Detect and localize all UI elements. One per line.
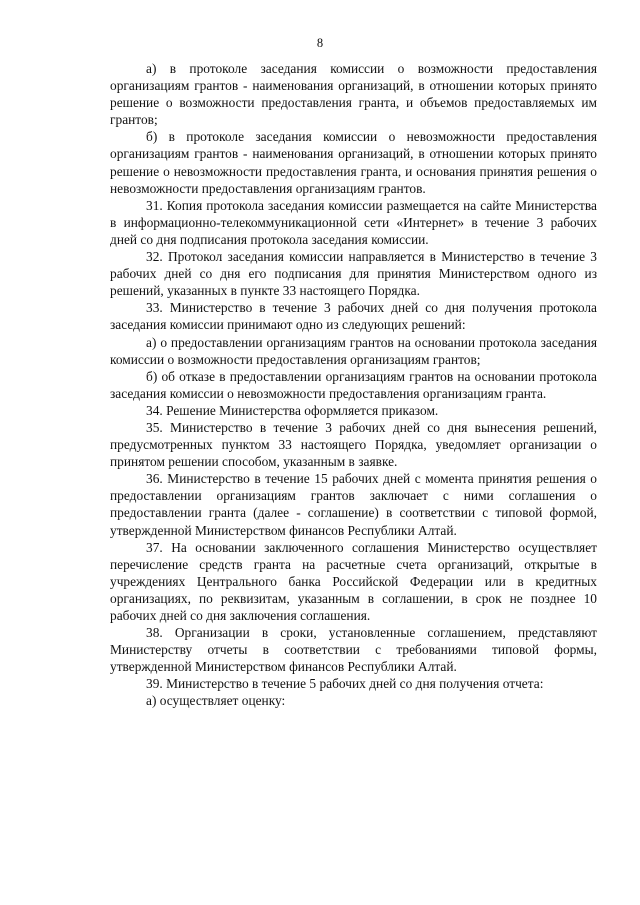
- clause-33-subitem-b: б) об отказе в предоставлении организациям грантов на основании протокола заседания комиссии о невозможности предоставления организациям гранта.: [110, 368, 597, 401]
- subitem-a-possibility: а) в протоколе заседания комиссии о возможности предоставления организациям грантов - наименования организаций, в отношении которых принято решение о возможности предоставления гранта, и объемов предоставляемых им грантов;: [110, 61, 597, 128]
- clause-31: 31. Копия протокола заседания комиссии размещается на сайте Министерства в информационно-телекоммуникационной сети «Интернет» в течение 3 рабочих дней со дня подписания протокола заседания комиссии.: [110, 197, 597, 247]
- clause-39-subitem-a: а) осуществляет оценку:: [146, 693, 286, 709]
- clause-37: 37. На основании заключенного соглашения Министерство осуществляет перечисление средств гранта на расчетные счета организаций, открытые в учреждениях Центрального банка Российской Федерации или в кредитных организациях, по реквизитам, указанным в соглашении, в срок не позднее 10 рабочих дней со дня заключения соглашения.: [110, 539, 597, 623]
- clause-36: 36. Министерство в течение 15 рабочих дней с момента принятия решения о предоставлении организациям грантов заключает с ними соглашения о предоставлении гранта (далее - соглашение) в соответствии с типовой формой, утвержденной Министерством финансов Республики Алтай.: [110, 471, 597, 538]
- clause-39: 39. Министерство в течение 5 рабочих дней со дня получения отчета:: [146, 676, 544, 692]
- subitem-b-impossibility: б) в протоколе заседания комиссии о невозможности предоставления организациям грантов - наименования организаций, в отношении которых принято решение о невозможности предоставления гранта, и основания принятия решения о невозможности предоставления организациям грантов.: [110, 129, 597, 196]
- clause-33: 33. Министерство в течение 3 рабочих дней со дня получения протокола заседания комиссии принимают одно из следующих решений:: [110, 300, 597, 333]
- clause-34: 34. Решение Министерства оформляется приказом.: [146, 402, 439, 418]
- clause-32: 32. Протокол заседания комиссии направляется в Министерство в течение 3 рабочих дней со дня его подписания для принятия Министерством одного из решений, указанных в пункте 33 настоящего Порядка.: [110, 249, 597, 299]
- clause-33-subitem-a: а) о предоставлении организациям грантов на основании протокола заседания комиссии о возможности предоставления организациям грантов;: [110, 334, 597, 367]
- document-body: [110, 60, 597, 710]
- page-number: 8: [316, 36, 324, 50]
- clause-35: 35. Министерство в течение 3 рабочих дней со дня вынесения решений, предусмотренных пунктом 33 настоящего Порядка, уведомляет организации о принятом решении способом, указанным в заявке.: [110, 419, 597, 470]
- clause-38: 38. Организации в сроки, установленные соглашением, представляют Министерству отчеты в соответствии с требованиями типовой формы, утвержденной Министерством финансов Республики Алтай.: [110, 625, 597, 675]
